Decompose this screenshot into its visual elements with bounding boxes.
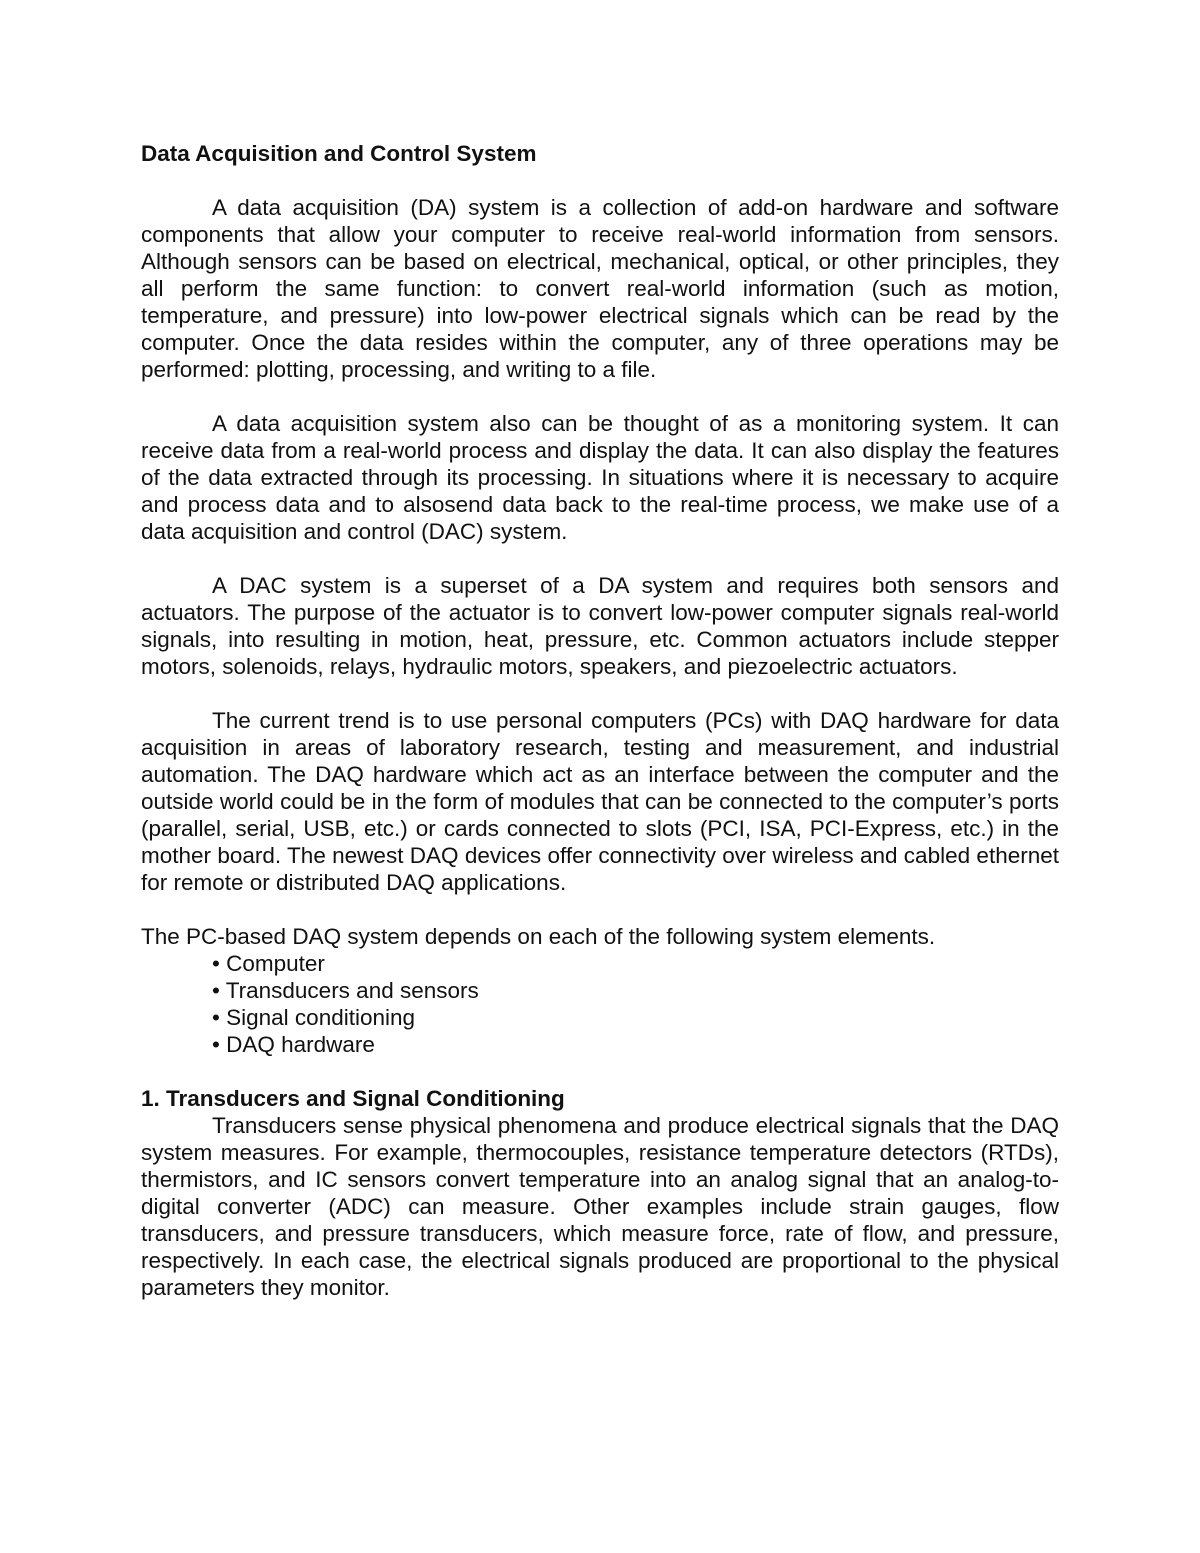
paragraph-current-trend: The current trend is to use personal computers (PCs) with DAQ hardware for data acquisition in areas of laboratory research, testing and measurement, and industrial automation. The DAQ hardware which act as an interface between the computer and the outside world could be in the form of modules that can be connected to the computer’s ports (parallel, serial, USB, etc.) or cards connected to slots (PCI, ISA, PCI-Express, etc.) in the mother board. The newest DAQ devices offer connectivity over wireless and cabled ethernet for remote or distributed DAQ applications. bbox=[141, 708, 1059, 895]
list-intro: The PC-based DAQ system depends on each of the following system elements. bbox=[141, 924, 936, 949]
paragraph-monitoring-system: A data acquisition system also can be thought of as a monitoring system. It can receive data from a real-world process and display the data. It can also display the features of the data extracted through its processing. In situations where it is necessary to acquire and process data and to alsosend data back to the real-time process, we make use of a data acquisition and control (DAC) system. bbox=[141, 411, 1059, 544]
list-item: • Transducers and sensors bbox=[212, 978, 479, 1003]
system-elements-list bbox=[141, 950, 1059, 1058]
document-title: Data Acquisition and Control System bbox=[141, 141, 537, 166]
paragraph-dac-system: A DAC system is a superset of a DA system and requires both sensors and actuators. The purpose of the actuator is to convert low-power computer signals real-world signals, into resulting in motion, heat, pressure, etc. Common actuators include stepper motors, solenoids, relays, hydraulic motors, speakers, and piezoelectric actuators. bbox=[141, 573, 1059, 679]
list-item: • DAQ hardware bbox=[212, 1032, 375, 1057]
list-item: • Signal conditioning bbox=[212, 1005, 416, 1030]
section-heading: 1. Transducers and Signal Conditioning bbox=[141, 1086, 565, 1111]
document-body bbox=[141, 140, 1059, 1301]
section-paragraph: Transducers sense physical phenomena and produce electrical signals that the DAQ system measures. For example, thermocouples, resistance temperature detectors (RTDs), thermistors, and IC sensors convert temperature into an analog signal that an analog-to-digital converter (ADC) can measure. Other examples include strain gauges, flow transducers, and pressure transducers, which measure force, rate of flow, and pressure, respectively. In each case, the electrical signals produced are proportional to the physical parameters they monitor. bbox=[141, 1113, 1059, 1300]
list-item: • Computer bbox=[212, 951, 325, 976]
paragraph-da-system: A data acquisition (DA) system is a collection of add-on hardware and software components that allow your computer to receive real-world information from sensors. Although sensors can be based on electrical, mechanical, optical, or other principles, they all perform the same function: to convert real-world information (such as motion, temperature, and pressure) into low-power electrical signals which can be read by the computer. Once the data resides within the computer, any of three operations may be performed: plotting, processing, and writing to a file. bbox=[141, 195, 1059, 382]
